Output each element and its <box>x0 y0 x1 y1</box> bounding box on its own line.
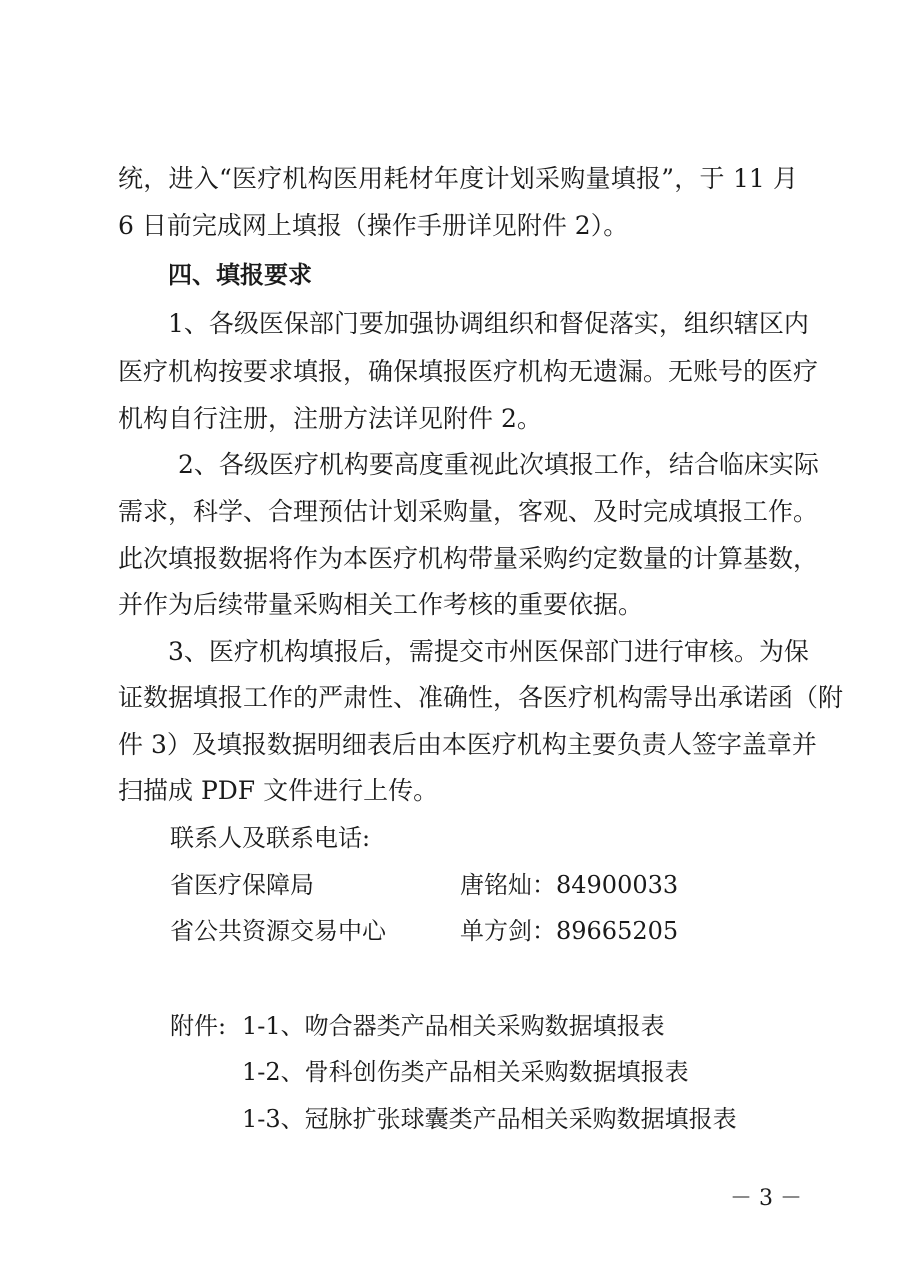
body-line: 机构自行注册，注册方法详见附件 2。 <box>118 404 542 433</box>
attachment-item: 1-2、骨科创伤类产品相关采购数据填报表 <box>242 1058 689 1086</box>
body-line: 此次填报数据将作为本医疗机构带量采购约定数量的计算基数， <box>118 544 819 573</box>
contact-person: 唐铭灿：84900033 <box>460 871 679 899</box>
attachments-label: 附件: <box>170 1012 227 1040</box>
body-line: 6 日前完成网上填报（操作手册详见附件 2）。 <box>118 211 629 240</box>
contact-org: 省医疗保障局 <box>170 871 314 899</box>
contact-person: 单方剑：89665205 <box>460 917 679 945</box>
body-line: 统，进入“医疗机构医用耗材年度计划采购量填报”，于 11 月 <box>118 164 798 193</box>
body-line: 1、各级医保部门要加强协调组织和督促落实，组织辖区内 <box>168 309 809 338</box>
body-line: 并作为后续带量采购相关工作考核的重要依据。 <box>118 590 644 619</box>
body-line: 件 3）及填报数据明细表后由本医疗机构主要负责人签字盖章并 <box>118 730 817 759</box>
attachment-item: 1-1、吻合器类产品相关采购数据填报表 <box>242 1012 665 1040</box>
contact-org: 省公共资源交易中心 <box>170 917 386 945</box>
body-line: 扫描成 PDF 文件进行上传。 <box>118 776 439 805</box>
attachment-item: 1-3、冠脉扩张球囊类产品相关采购数据填报表 <box>242 1105 737 1133</box>
body-line: 3、医疗机构填报后，需提交市州医保部门进行审核。为保 <box>168 637 809 666</box>
page-number: － 3 － <box>730 1186 802 1211</box>
body-line: 2、各级医疗机构要高度重视此次填报工作，结合临床实际 <box>178 450 819 479</box>
body-line: 证数据填报工作的严肃性、准确性，各医疗机构需导出承诺函（附 <box>118 683 844 712</box>
section-heading: 四、填报要求 <box>168 261 312 289</box>
contacts-label: 联系人及联系电话: <box>170 824 371 852</box>
body-line: 需求，科学、合理预估计划采购量，客观、及时完成填报工作。 <box>118 497 819 526</box>
body-line: 医疗机构按要求填报，确保填报医疗机构无遗漏。无账号的医疗 <box>118 357 819 386</box>
